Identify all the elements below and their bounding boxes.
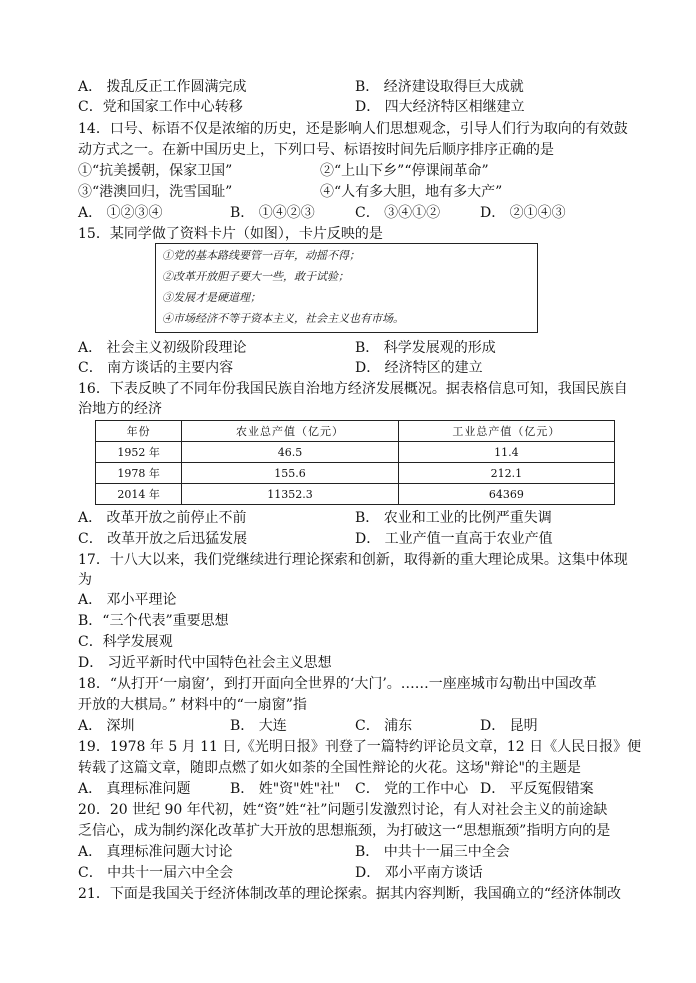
q18-option-d: D． 昆明 — [480, 718, 538, 734]
table-cell: 1978 年 — [96, 463, 182, 484]
q16-option-d: D． 工业产值一直高于农业产值 — [355, 531, 553, 547]
q15-stem: 15．某同学做了资料卡片（如图），卡片反映的是 — [78, 226, 383, 242]
card-line-2: ②改革开放胆子要大一些，敢于试验； — [162, 270, 349, 283]
q18-option-b: B． 大连 — [230, 718, 287, 734]
q14-option-c: C． ③④①② — [355, 205, 441, 221]
card-line-4: ④市场经济不等于资本主义，社会主义也有市场。 — [162, 312, 404, 325]
q14-item-2: ②“上山下乡”“停课闹革命” — [320, 163, 489, 179]
q18-option-c: C． 浦东 — [355, 718, 413, 734]
q18-stem-line2: 开放的大棋局。” 材料中的“一扇窗”指 — [78, 697, 307, 713]
q13-option-b: B． 经济建设取得巨大成就 — [355, 79, 524, 95]
q19-option-a: A． 真理标准问题 — [78, 781, 191, 797]
q15-option-a: A． 社会主义初级阶段理论 — [78, 340, 247, 356]
q21-stem-line1: 21．下面是我国关于经济体制改革的理论探索。据其内容判断，我国确立的“经济体制改 — [78, 886, 621, 902]
q16-stem-line1: 16．下表反映了不同年份我国民族自治地方经济发展概况。据表格信息可知，我国民族自 — [78, 381, 628, 397]
q14-item-4: ④“人有多大胆，地有多大产” — [320, 184, 503, 200]
table-row — [96, 442, 615, 463]
q14-stem-line2: 动方式之一。在新中国历史上，下列口号、标语按时间先后顺序排序正确的是 — [78, 142, 554, 158]
table-cell: 1952 年 — [96, 442, 182, 463]
q16-option-a: A． 改革开放之前停止不前 — [78, 510, 247, 526]
q14-option-a: A． ①②③④ — [78, 205, 163, 221]
q16-option-b: B． 农业和工业的比例严重失调 — [355, 510, 552, 526]
table-cell: 11352.3 — [182, 484, 398, 505]
q19-stem-line2: 转载了这篇文章，随即点燃了如火如荼的全国性辩论的火花。这场"辩论"的主题是 — [78, 760, 581, 776]
table-header-agri: 农业总产值（亿元） — [182, 421, 398, 442]
q14-stem-line1: 14．口号、标语不仅是浓缩的历史，还是影响人们思想观念，引导人们行为取向的有效鼓 — [78, 121, 628, 137]
table-header-row — [96, 421, 615, 442]
q14-option-d: D． ②①④③ — [480, 205, 566, 221]
table-cell: 11.4 — [398, 442, 614, 463]
q15-option-d: D． 经济特区的建立 — [355, 360, 483, 376]
table-header-year: 年份 — [96, 421, 182, 442]
q13-option-a: A． 拨乱反正工作圆满完成 — [78, 79, 247, 95]
q16-data-table — [95, 420, 615, 505]
q19-option-c: C． 党的工作中心 — [355, 781, 469, 797]
q15-option-c: C． 南方谈话的主要内容 — [78, 360, 234, 376]
q13-option-d: D． 四大经济特区相继建立 — [355, 99, 525, 115]
q17-option-b: B．“三个代表”重要思想 — [78, 613, 229, 629]
table-cell: 64369 — [398, 484, 614, 505]
q20-stem-line2: 乏信心，成为制约深化改革扩大开放的思想瓶颈，为打破这一“思想瓶颈”指明方向的是 — [78, 823, 611, 839]
q19-option-d: D． 平反冤假错案 — [480, 781, 594, 797]
q20-stem-line1: 20．20 世纪 90 年代初，姓“资”姓“社”问题引发激烈讨论，有人对社会主义的前途缺 — [78, 802, 608, 818]
q17-stem-line2: 为 — [78, 572, 92, 588]
q18-stem-line1: 18．“从打开‘一扇窗’，到打开面向全世界的‘大门’。……一座座城市勾勒出中国改革 — [78, 676, 597, 692]
table-cell: 212.1 — [398, 463, 614, 484]
table-cell: 155.6 — [182, 463, 398, 484]
q16-option-c: C． 改革开放之后迅猛发展 — [78, 531, 248, 547]
q17-option-d: D． 习近平新时代中国特色社会主义思想 — [78, 655, 332, 671]
card-line-1: ①党的基本路线要管一百年，动摇不得； — [162, 249, 360, 262]
q17-stem-line1: 17．十八大以来，我们党继续进行理论探索和创新，取得新的重大理论成果。这集中体现 — [78, 552, 628, 568]
q20-option-d: D． 邓小平南方谈话 — [355, 865, 483, 881]
table-cell: 2014 年 — [96, 484, 182, 505]
q14-item-1: ①“抗美援朝，保家卫国” — [78, 163, 233, 179]
q15-option-b: B． 科学发展观的形成 — [355, 340, 496, 356]
q13-option-c: C．党和国家工作中心转移 — [78, 99, 243, 115]
q17-option-a: A． 邓小平理论 — [78, 592, 177, 608]
q19-option-b: B． 姓"资"姓"社" — [230, 781, 341, 797]
q14-item-3: ③“港澳回归，洗雪国耻” — [78, 184, 233, 200]
q18-option-a: A． 深圳 — [78, 718, 135, 734]
card-line-3: ③发展才是硬道理； — [162, 291, 261, 304]
q15-material-card — [155, 243, 538, 333]
q20-option-b: B． 中共十一届三中全会 — [355, 844, 510, 860]
table-header-industry: 工业总产值（亿元） — [398, 421, 614, 442]
table-row — [96, 463, 615, 484]
q17-option-c: C．科学发展观 — [78, 634, 173, 650]
table-row — [96, 484, 615, 505]
q14-option-b: B． ①④②③ — [230, 205, 315, 221]
q19-stem-line1: 19．1978 年 5 月 11 日,《光明日报》刊登了一篇特约评论员文章，12 日《人民日报》便 — [78, 739, 642, 755]
q20-option-a: A． 真理标准问题大讨论 — [78, 844, 233, 860]
q16-stem-line2: 治地方的经济 — [78, 401, 162, 417]
table-cell: 46.5 — [182, 442, 398, 463]
q20-option-c: C． 中共十一届六中全会 — [78, 865, 234, 881]
